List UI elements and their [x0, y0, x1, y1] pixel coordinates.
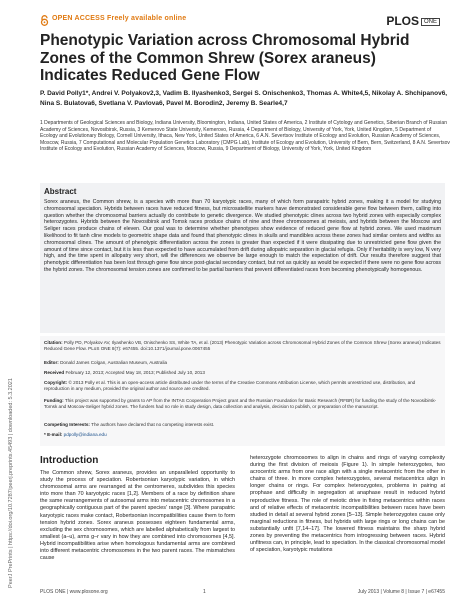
abstract-heading: Abstract [44, 187, 77, 196]
copyright-label: Copyright: [44, 380, 68, 385]
citation-line [44, 340, 441, 352]
dates-label: Received [44, 370, 65, 375]
preprint-sidebar [6, 370, 16, 600]
citation-text: Polly PD, Polyakov AV, Ilyashenko VB, Onischenko SS, White TA, et al. (2013) Phenotypic Variation across Chromosomal Hybrid Zones of the Common Shrew (Sorex araneus) Indicates Reduced Gene Flow. PLoS ONE 8(7): e67455. doi:10.1371/journal.pone.0067455 [44, 340, 441, 351]
journal-header [40, 14, 440, 28]
email-label: * E-mail: [44, 432, 63, 437]
footer-journal-url: PLOS ONE | www.plosone.org [40, 589, 108, 595]
footer-issue-info: July 2013 | Volume 8 | Issue 7 | e67455 [357, 589, 445, 595]
page-footer [40, 589, 445, 599]
abstract-box [40, 183, 445, 333]
citation-label: Citation: [44, 340, 63, 345]
abstract-text: Sorex araneus, the Common shrew, is a species with more than 70 karyotypic races, many of which form parapatric hybrid zones, making it a model for studying chromosomal speciation. Hybrids between races have reduced fitness, but microsatellite markers have demonstrated considerable gene flow between them, calling into question whether the chromosomal barriers actually do contribute to genetic divergence. We studied phenotypic clines across two hybrid zones with especially complex heterozygotes. Hybrids between the Novosibirsk and Tomsk races produce chains of nine and three chromosomes at meiosis, and hybrids between the Moscow and Seliger races produce chains of eleven. Our goal was to determine whether phenotypes show evidence of reduced gene flow at hybrid zones. We used maximum likelihood to fit tanh cline models to geometric shape data and found that phenotypic clines in skulls and mandibles across these zones had similar centers and widths as chromosomal clines. The amount of phenotypic differentiation across the zones is greater than expected if it were dissipating due to unrestricted gene flow given the amount of time since contact, but it is less than expected to have accumulated from drift during allopatric separation in glacial refugia. Only if heritability is very low, N very high, and the time spent in allopatry very short, will the differences we observe be large enough to match the expectation of drift. Our results therefore suggest that phenotypic differentiation has been lost through gene flow since post-glacial secondary contact, but not as quickly as would be expected if there were no gene flow across the hybrid zones. The chromosomal tension zones are confirmed to be partial barriers that prevent differentiated races from becoming phenotypically homogenous. [44, 199, 441, 273]
introduction-column-left: The Common shrew, Sorex araneus, provides an unparalleled opportunity to study the process of speciation. Robertsonian karyotypic variation, in which chromosomal arms are rearranged at the centromeres, subdivides this species into more than 70 karyotypic races [1,2]. Members of a race by definition share the same rearrangements of autosomal arms into metacentric chromosomes in a geographically contiguous part of the parent species' range [3]. Where parapatric karyotypic races make contact, Robertsonian incompatibilities cause them to form tension hybrid zones. Sorex araneus possesses eighteen fundamental arms, excluding the sex chromosomes, which are labelled alphabetically from largest to smallest (a–u), arms g–r vary in how they are combined into chromosomes [4,5]. Hybrid incompatibilities arise when homologous fundamental arms are combined into different metacentric chromosomes in the two parent races. The mismatches cause [40, 470, 235, 562]
author-list: P. David Polly1*, Andrei V. Polyakov2,3, Vadim B. Ilyashenko3, Sergei S. Onischenko3, Thomas A. White4,5, Nikolay A. Shchipanov6, Nina S. Bulatova6, Svetlana V. Pavlova6, Pavel M. Borodin2, Jeremy B. Searle4,7 [40, 90, 448, 107]
funding-text: This project was supported by grants to AP from the INTAS Cooperation Project grant and the Russian Foundation for Basic Research (RFBR) for funding the study of the Novosibirsk-Tomsk and Moscow-Seliger hybrid zones. The funders had no role in study design, data collection and analysis, decision to publish, or preparation of the manuscript. [44, 398, 437, 409]
introduction-heading: Introduction [40, 455, 99, 466]
article-metadata-box [40, 336, 445, 446]
dates-text: February 12, 2013; Accepted May 18, 2013; Published July 10, 2013 [65, 370, 205, 375]
copyright-text: © 2013 Polly et al. This is an open-access article distributed under the terms of the Creative Commons Attribution License, which permits unrestricted use, distribution, and reproduction in any medium, provided the original author and source are credited. [44, 380, 416, 391]
dates-line [44, 370, 441, 376]
editor-line [44, 360, 441, 366]
open-access-lock-icon [40, 15, 49, 26]
competing-interests-line [44, 422, 441, 428]
copyright-line [44, 380, 441, 392]
introduction-column-right: heterozygote chromosomes to align in chains and rings of varying complexity during the first division of meiosis (Figure 1). In simple heterozygotes, two acrocentric arms from one race align with a single metacentric from the other in chains of three. In more complex heterozygotes, several metacentrics align in longer chains or rings. For complex heterozygotes, problems in pairing at prophase and difficulty in segregation at anaphase result in reduced hybrid reproductive fitness. The role of meiotic drive in fixing metacentrics within races and of relative effects of metacentric incompatibilities between races have been studied in detail at several hybrid zones [5–13]. Simple heterozygotes cause only marginal reductions in fitness, but hybrids with large rings or long chains can be substantially unfit [7,14–17]. The lowered fitness maintains the sharp hybrid zones by preventing the metacentrics from introgressing between races. Hybrid unfitness can, in principle, lead to speciation. In the classical chromosomal model of speciation, karyotypic mutations [250, 455, 445, 554]
preprint-sidebar-text: PeerJ PrePrints | https://doi.org/10.7287/peerj.preprints.45493 | downloaded: 5.3.2021 [8, 378, 14, 588]
funding-label: Funding: [44, 398, 64, 403]
editor-text: Donald James Colgan, Australian Museum, Australia [60, 360, 168, 365]
competing-interests-text: The authors have declared that no competing interests exist. [91, 422, 215, 427]
journal-logo [386, 14, 440, 28]
editor-label: Editor: [44, 360, 59, 365]
journal-name: PLOS [386, 14, 419, 28]
paper-title: Phenotypic Variation across Chromosomal Hybrid Zones of the Common Shrew (Sorex araneus) Indicates Reduced Gene Flow [40, 32, 410, 84]
footer-page-number: 1 [203, 589, 206, 595]
funding-line [44, 398, 441, 410]
open-access-label: OPEN ACCESS Freely available online [52, 15, 187, 22]
email-link[interactable]: pdpolly@indiana.edu [63, 432, 107, 437]
affiliations: 1 Departments of Geological Sciences and Biology, Indiana University, Bloomington, Indiana, United States of America, 2 Institute of Cytology and Genetics, Siberian Branch of Russian Academy of Sciences, Novosibirsk, Russia, 3 Kemerovo State University, Kemerovo, Russia, 4 Department of Biology, University of York, York, United Kingdom, 5 Department of Ecology and Evolutionary Biology, Cornell University, Ithaca, New York, United States of America, 6 A.N. Severtsov Institute of Ecology and Evolution, Russian Academy of Sciences, Moscow, Russia, 7 Computational and Molecular Population Genetics Laboratory (CMPG Lab), Institute of Ecology and Evolution, University of Bern, Bern, Switzerland, 8 A.N. Severtsov Institute of Ecology and Evolution, Russian Academy of Sciences, Moscow, Russia, 9 Department of Biology, University of York, York, United Kingdom [40, 120, 450, 153]
email-line [44, 432, 441, 438]
journal-badge: ONE [421, 18, 440, 26]
competing-interests-label: Competing Interests: [44, 422, 90, 427]
